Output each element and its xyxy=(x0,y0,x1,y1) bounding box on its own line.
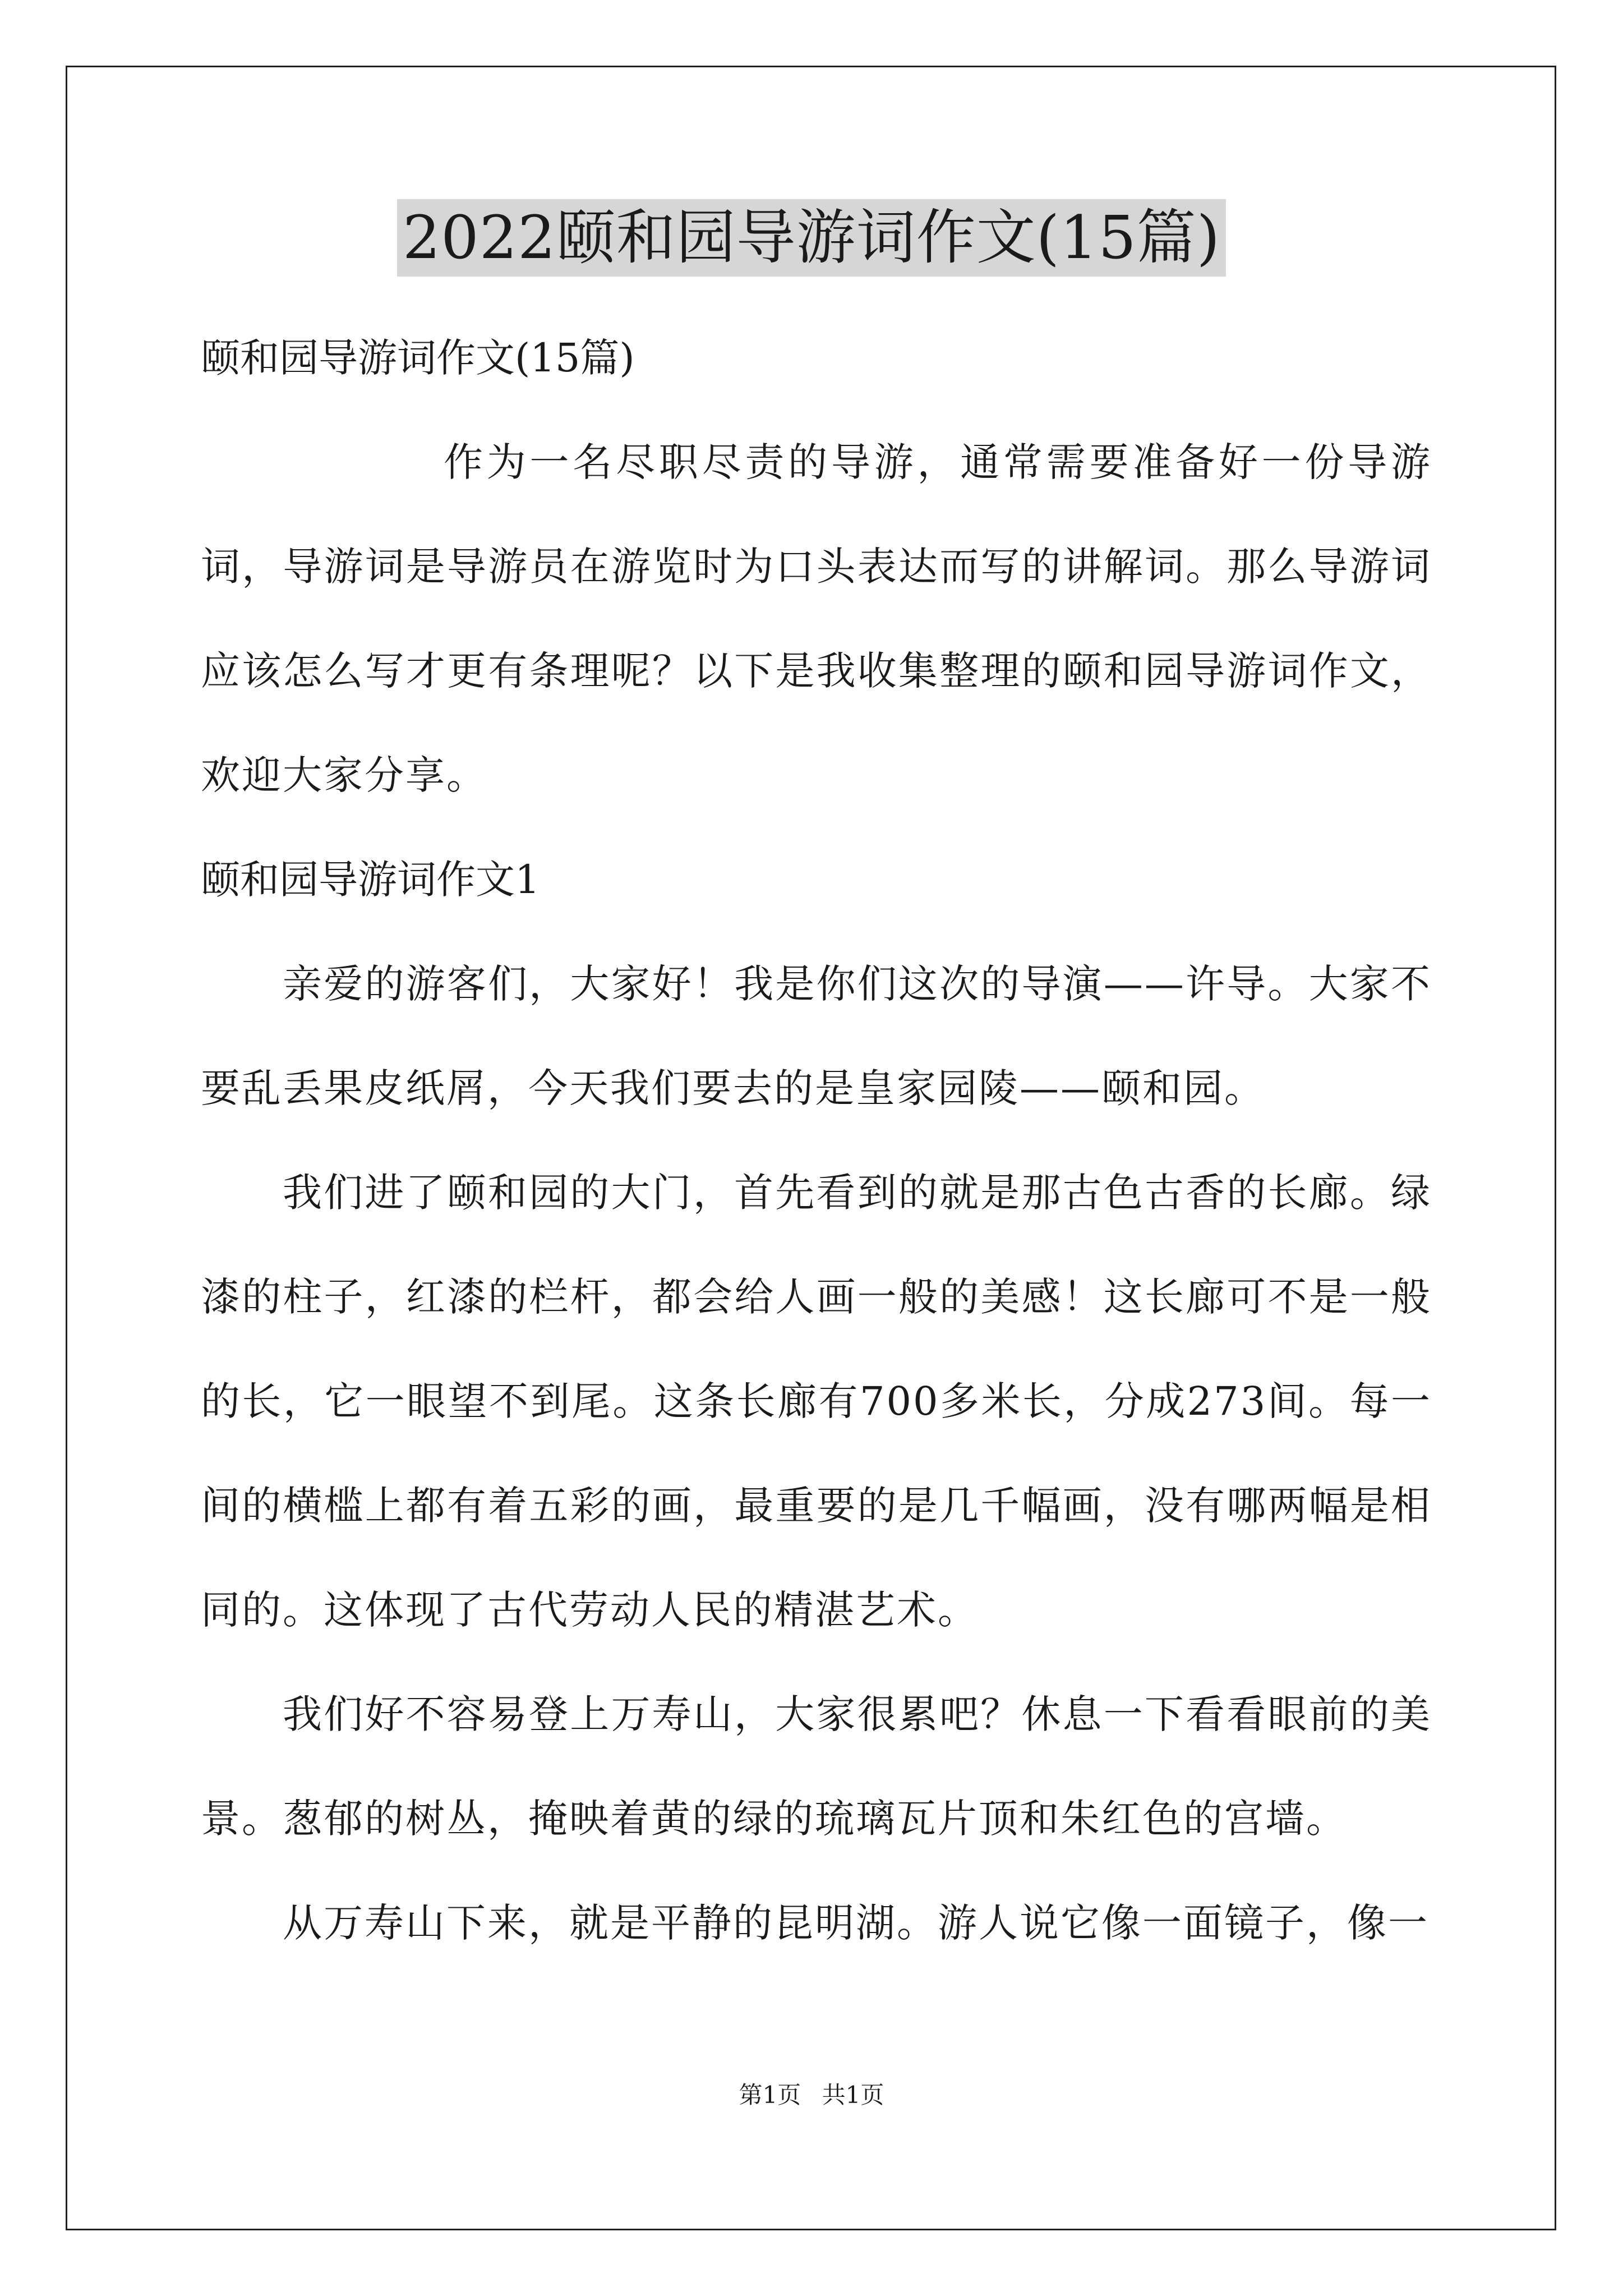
body-paragraph: 亲爱的游客们，大家好！我是你们这次的导演——许导。大家不要乱丢果皮纸屑，今天我们要去的是皇家园陵——颐和园。 xyxy=(201,961,1432,1111)
page-number: 第1页 xyxy=(739,2081,801,2109)
body-paragraph: 我们好不容易登上万寿山，大家很累吧？休息一下看看眼前的美景。葱郁的树丛，掩映着黄的绿的琉璃瓦片顶和朱红色的宫墙。 xyxy=(201,1691,1432,1842)
document-title: 2022颐和园导游词作文(15篇) xyxy=(397,199,1226,277)
title-wrap xyxy=(0,199,1623,277)
document-body xyxy=(201,306,1432,1975)
page-footer xyxy=(0,2078,1623,2112)
body-paragraph: 我们进了颐和园的大门，首先看到的就是那古色古香的长廊。绿漆的柱子，红漆的栏杆，都会给人画一般的美感！这长廊可不是一般的长，它一眼望不到尾。这条长廊有700多米长，分成273间。每一间的横槛上都有着五彩的画，最重要的是几千幅画，没有哪两幅是相同的。这体现了古代劳动人民的精湛艺术。 xyxy=(201,1170,1432,1633)
page-total: 共1页 xyxy=(822,2081,884,2109)
section-heading: 颐和园导游词作文1 xyxy=(201,857,540,903)
intro-paragraph: 作为一名尽职尽责的导游，通常需要准备好一份导游词，导游词是导游员在游览时为口头表达而写的讲解词。那么导游词应该怎么写才更有条理呢？以下是我收集整理的颐和园导游词作文，欢迎大家分享。 xyxy=(201,439,1432,798)
body-paragraph: 从万寿山下来，就是平静的昆明湖。游人说它像一面镜子，像一 xyxy=(283,1900,1429,1946)
document-subtitle: 颐和园导游词作文(15篇) xyxy=(201,335,635,381)
